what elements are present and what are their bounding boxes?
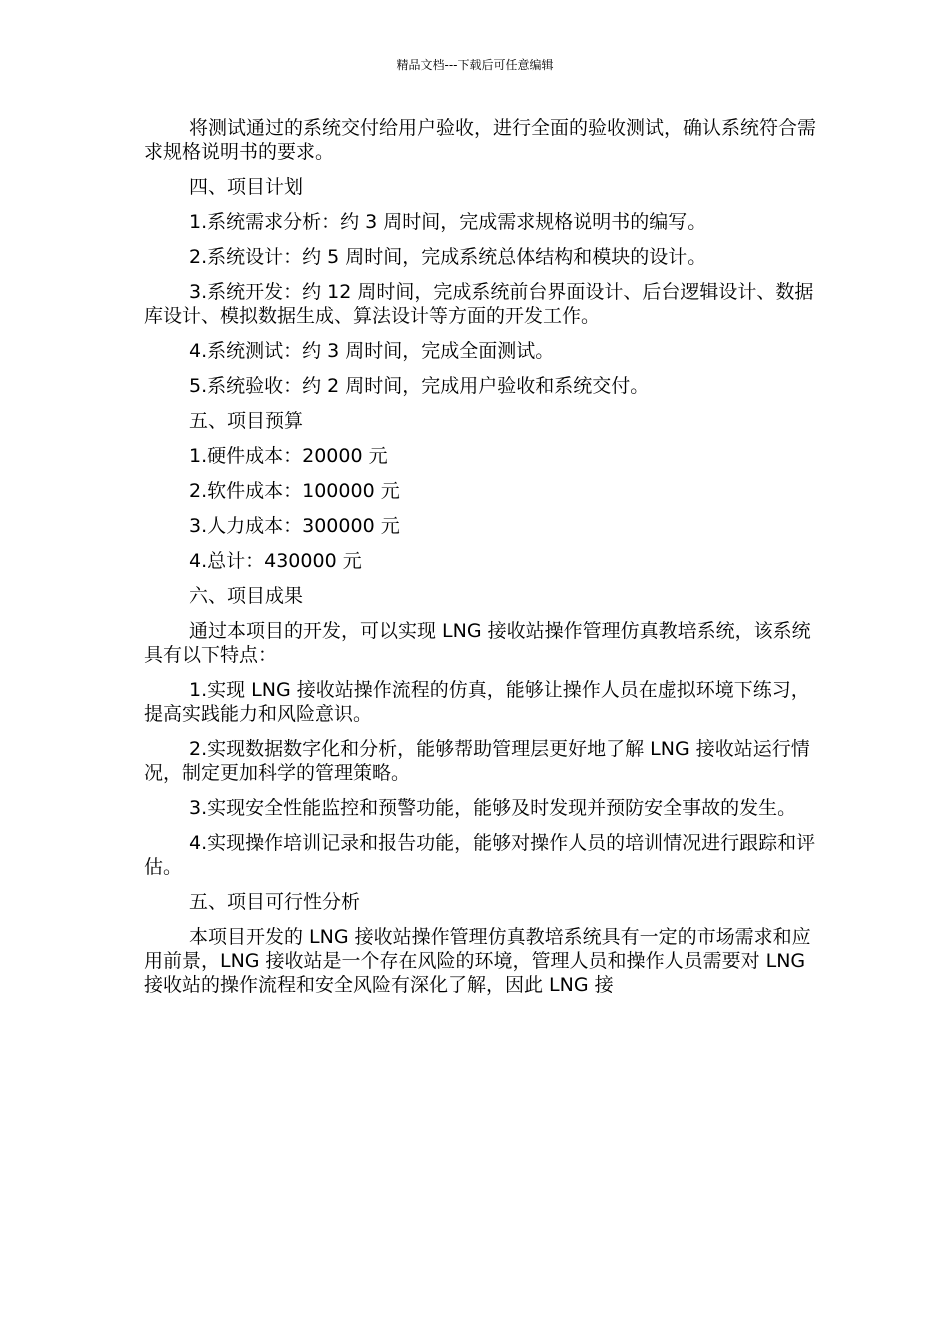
- results-item-data: 2.实现数据数字化和分析，能够帮助管理层更好地了解 LNG 接收站运行情况，制定更加科学的管理策略。: [144, 738, 810, 784]
- section-heading-feasibility: 五、项目可行性分析: [189, 891, 361, 913]
- results-item-simulation: 1.实现 LNG 接收站操作流程的仿真，能够让操作人员在虚拟环境下练习，提高实践能力和风险意识。: [144, 679, 810, 725]
- budget-item-hardware: 1.硬件成本：20000 元: [189, 445, 388, 467]
- plan-item-requirements: 1.系统需求分析：约 3 周时间，完成需求规格说明书的编写。: [189, 211, 707, 233]
- page-header: 精品文档---下载后可任意编辑: [396, 58, 554, 72]
- section-heading-budget: 五、项目预算: [189, 410, 304, 432]
- feasibility-paragraph: 本项目开发的 LNG 接收站操作管理仿真教培系统具有一定的市场需求和应用前景，LNG 接收站是一个存在风险的环境，管理人员和操作人员需要对 LNG 接收站的操作流程和安全风险有深化了解，因此 LNG 接: [144, 926, 811, 996]
- budget-item-total: 4.总计：430000 元: [189, 550, 362, 572]
- paragraph-acceptance: 将测试通过的系统交付给用户验收，进行全面的验收测试，确认系统符合需求规格说明书的要求。: [144, 117, 817, 163]
- results-item-training: 4.实现操作培训记录和报告功能，能够对操作人员的培训情况进行跟踪和评估。: [144, 832, 816, 878]
- plan-item-acceptance: 5.系统验收：约 2 周时间，完成用户验收和系统交付。: [189, 375, 650, 397]
- section-heading-results: 六、项目成果: [189, 585, 304, 607]
- budget-item-software: 2.软件成本：100000 元: [189, 480, 400, 502]
- plan-item-testing: 4.系统测试：约 3 周时间，完成全面测试。: [189, 340, 555, 362]
- results-item-safety: 3.实现安全性能监控和预警功能，能够及时发现并预防安全事故的发生。: [189, 797, 797, 819]
- results-intro: 通过本项目的开发，可以实现 LNG 接收站操作管理仿真教培系统，该系统具有以下特点：: [144, 620, 811, 666]
- document-body: [144, 116, 820, 1008]
- section-heading-plan: 四、项目计划: [189, 176, 304, 198]
- budget-item-labor: 3.人力成本：300000 元: [189, 515, 400, 537]
- plan-item-development: 3.系统开发：约 12 周时间，完成系统前台界面设计、后台逻辑设计、数据库设计、模拟数据生成、算法设计等方面的开发工作。: [144, 281, 814, 327]
- plan-item-design: 2.系统设计：约 5 周时间，完成系统总体结构和模块的设计。: [189, 246, 707, 268]
